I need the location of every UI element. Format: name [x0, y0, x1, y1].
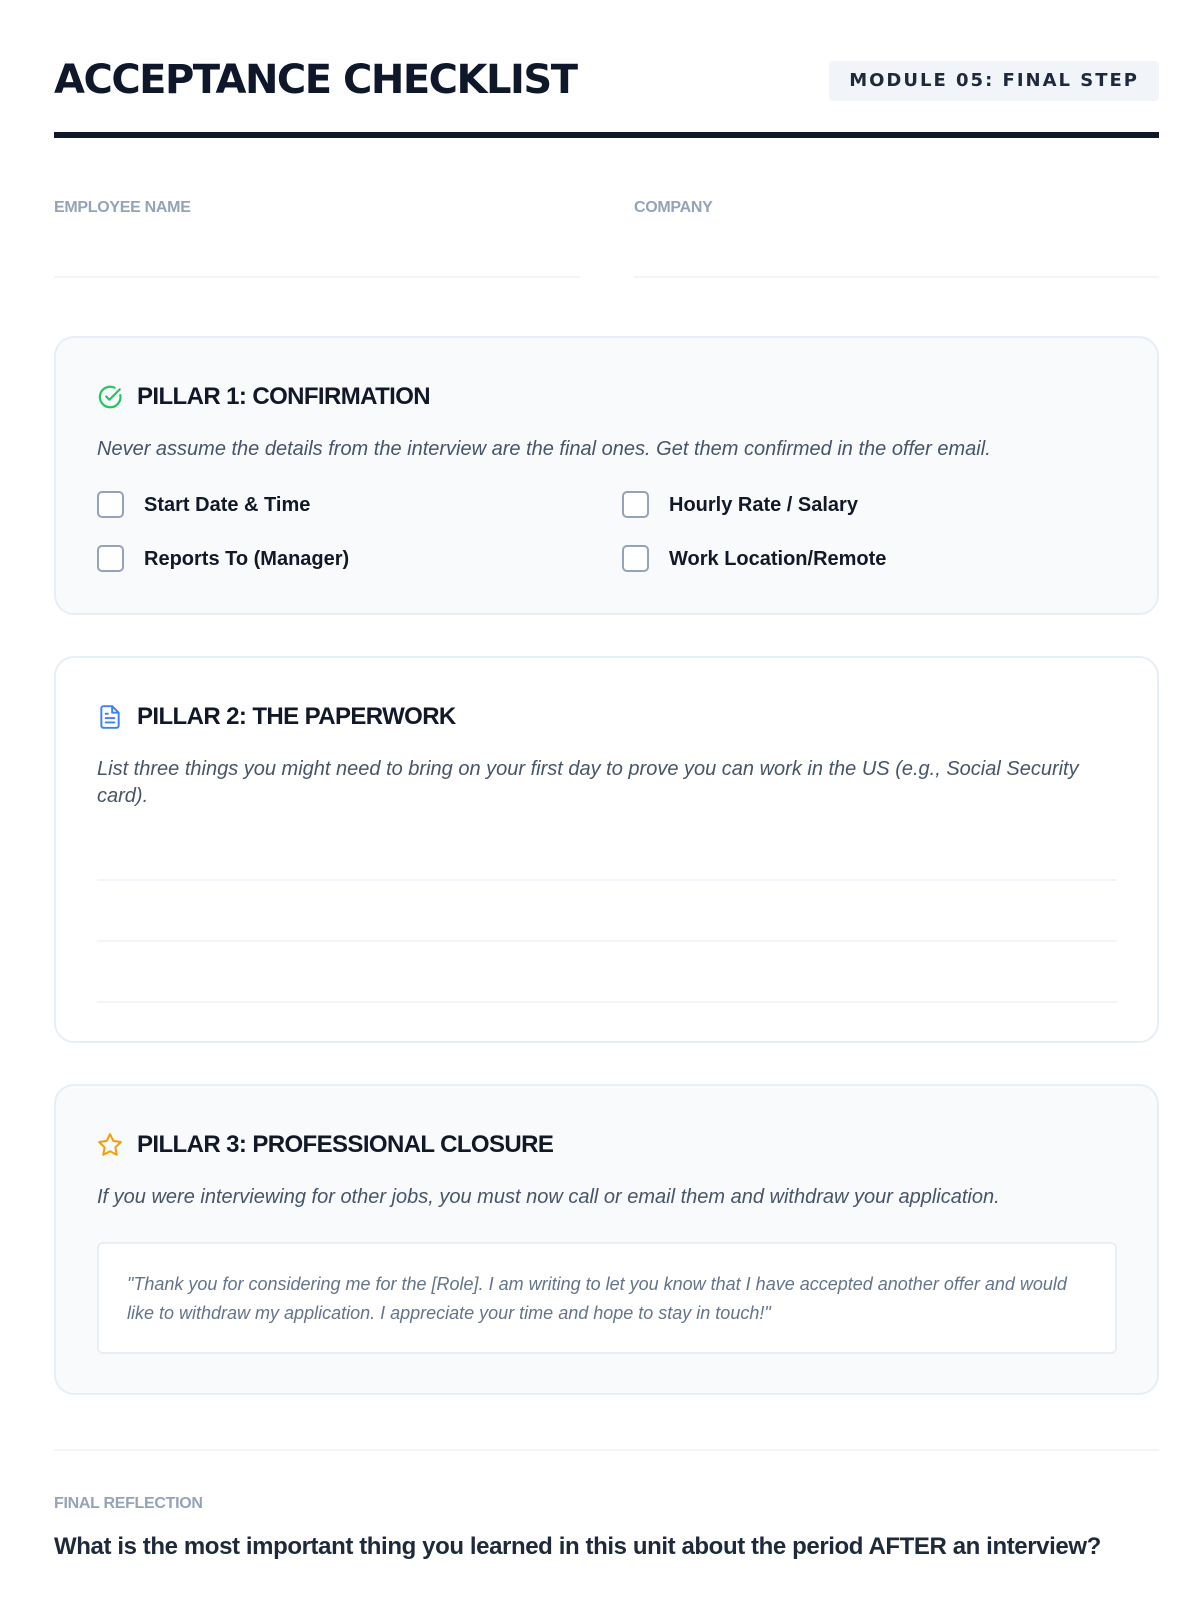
final-reflection-question: What is the most important thing you learned in this unit about the period AFTER an interview? — [54, 1533, 1101, 1560]
answer-line-3[interactable] — [97, 1001, 1117, 1003]
company-field[interactable] — [634, 198, 1159, 218]
pillar-2-title: PILLAR 2: THE PAPERWORK — [137, 703, 456, 730]
sample-email-text: "Thank you for considering me for the [Role]. I am writing to let you know that I have accepted another offer and would like to withdraw my application. I appreciate your time and hope to stay in touch!" — [127, 1274, 1067, 1323]
pillar-3-title: PILLAR 3: PROFESSIONAL CLOSURE — [137, 1131, 554, 1158]
pillar-3-description: If you were interviewing for other jobs, you must now call or email them and withdraw your application. — [97, 1186, 1000, 1208]
pillar-2-description: List three things you might need to bring on your first day to prove you can work in the US (e.g., Social Security card). — [97, 758, 1079, 807]
pillar-1-description: Never assume the details from the interview are the final ones. Get them confirmed in the offer email. — [97, 438, 991, 460]
worksheet-header — [54, 58, 1159, 138]
checklist-label: Hourly Rate / Salary — [669, 494, 858, 516]
page-title: ACCEPTANCE CHECKLIST — [54, 57, 577, 103]
checklist-label: Start Date & Time — [144, 494, 311, 516]
company-line — [634, 276, 1159, 278]
answer-line-1[interactable] — [97, 879, 1117, 881]
employee-name-label: EMPLOYEE NAME — [54, 199, 191, 216]
final-reflection-label: FINAL REFLECTION — [54, 1495, 203, 1512]
checkbox[interactable] — [97, 545, 124, 572]
star-icon — [97, 1132, 123, 1158]
checklist-label: Work Location/Remote — [669, 548, 887, 570]
sample-email-box — [97, 1242, 1117, 1354]
pillar-3-card — [54, 1084, 1159, 1395]
document-icon — [97, 704, 123, 730]
employee-name-field[interactable] — [54, 198, 580, 218]
checkbox[interactable] — [622, 491, 649, 518]
company-label: COMPANY — [634, 199, 713, 216]
check-circle-icon — [97, 384, 123, 410]
checkbox[interactable] — [97, 491, 124, 518]
pillar-1-title: PILLAR 1: CONFIRMATION — [137, 383, 430, 410]
checkbox[interactable] — [622, 545, 649, 572]
pillar-1-card — [54, 336, 1159, 615]
employee-name-line — [54, 276, 580, 278]
pillar-2-card — [54, 656, 1159, 1043]
answer-line-2[interactable] — [97, 940, 1117, 942]
module-badge: MODULE 05: FINAL STEP — [829, 61, 1159, 101]
checklist-label: Reports To (Manager) — [144, 548, 350, 570]
section-divider — [54, 1449, 1159, 1451]
